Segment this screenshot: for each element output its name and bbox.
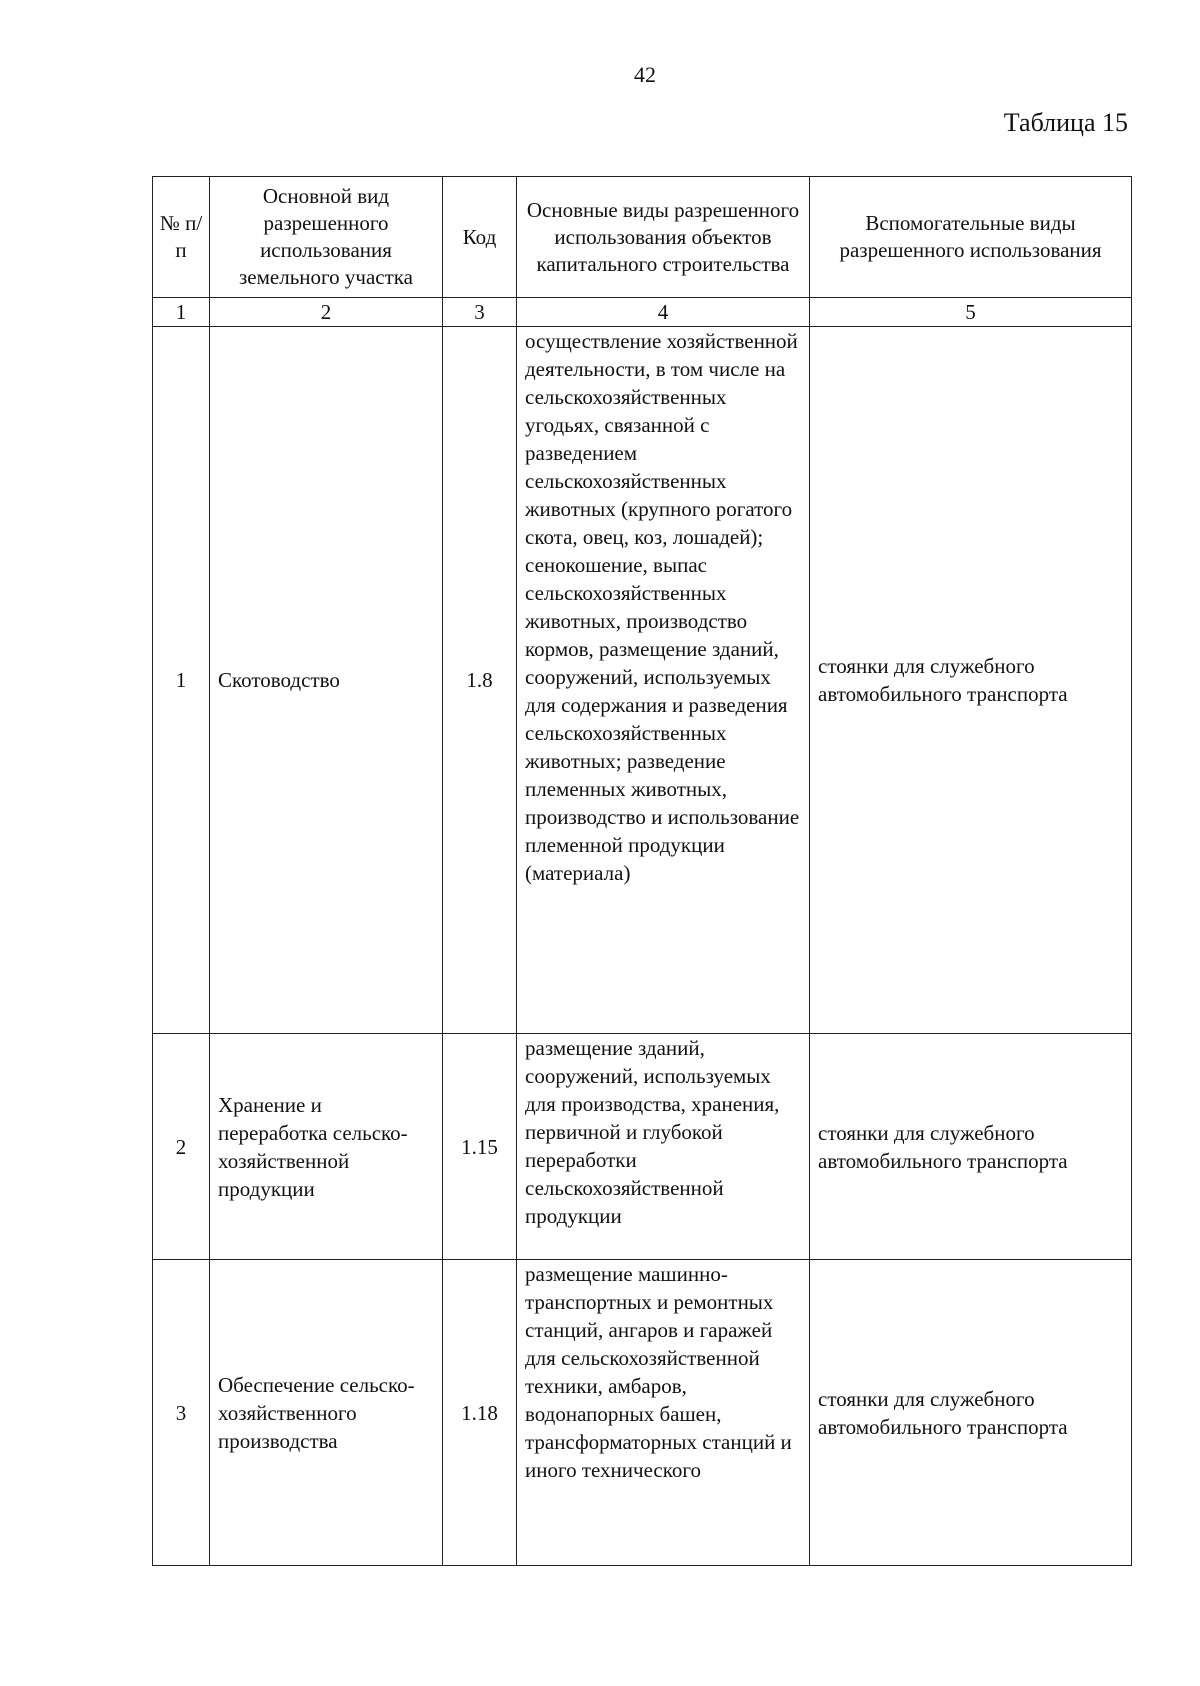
table-caption: Таблица 15 — [1003, 108, 1128, 137]
header-row — [153, 177, 1132, 298]
auxiliary-use: стоянки для служебного автомобильного транспорта — [810, 327, 1132, 1034]
column-number: 4 — [517, 298, 810, 327]
column-number: 2 — [210, 298, 443, 327]
main-capital-use: размещение зданий, сооружений, используемых для производства, хранения, первичной и глубокой переработки сельскохозяйственной продукции — [517, 1034, 810, 1260]
header-code: Код — [443, 177, 517, 298]
land-use-code: 1.15 — [443, 1034, 517, 1260]
column-number: 3 — [443, 298, 517, 327]
table-row — [153, 1260, 1132, 1566]
land-use-type: Хранение и переработка сельско-хозяйственной продукции — [210, 1034, 443, 1260]
table-row — [153, 1034, 1132, 1260]
land-use-code: 1.18 — [443, 1260, 517, 1566]
main-capital-use: осуществление хозяйственной деятельности, в том числе на сельскохозяйственных угодьях, связанной с разведением сельскохозяйственных животных (крупного рогатого скота, овец, коз, лошадей); сенокошение, выпас сельскохозяйственных животных, производство кормов, размещение зданий, сооружений, используемых для содержания и разведения сельскохозяйственных животных; разведение племенных животных, производство и использование племенной продукции (материала) — [517, 327, 810, 1034]
header-main-capital-use: Основные виды разрешенного использования объектов капитального строительства — [517, 177, 810, 298]
main-capital-use: размещение машинно-транспортных и ремонтных станций, ангаров и гаражей для сельскохозяйственной техники, амбаров, водонапорных башен, трансформаторных станций и иного технического — [517, 1260, 810, 1566]
land-use-type: Скотоводство — [210, 327, 443, 1034]
auxiliary-use: стоянки для служебного автомобильного транспорта — [810, 1034, 1132, 1260]
row-number: 2 — [153, 1034, 210, 1260]
column-number: 5 — [810, 298, 1132, 327]
auxiliary-use: стоянки для служебного автомобильного транспорта — [810, 1260, 1132, 1566]
row-number: 1 — [153, 327, 210, 1034]
land-use-code: 1.8 — [443, 327, 517, 1034]
header-number: № п/п — [153, 177, 210, 298]
page-number: 42 — [634, 62, 656, 87]
column-number-row — [153, 298, 1132, 327]
land-use-table — [152, 176, 1132, 1566]
table-row — [153, 327, 1132, 1034]
land-use-type: Обеспечение сельско-хозяйственного производства — [210, 1260, 443, 1566]
row-number: 3 — [153, 1260, 210, 1566]
header-main-land-use: Основной вид разрешенного использования земельного участка — [210, 177, 443, 298]
column-number: 1 — [153, 298, 210, 327]
header-auxiliary-use: Вспомогательные виды разрешенного использования — [810, 177, 1132, 298]
